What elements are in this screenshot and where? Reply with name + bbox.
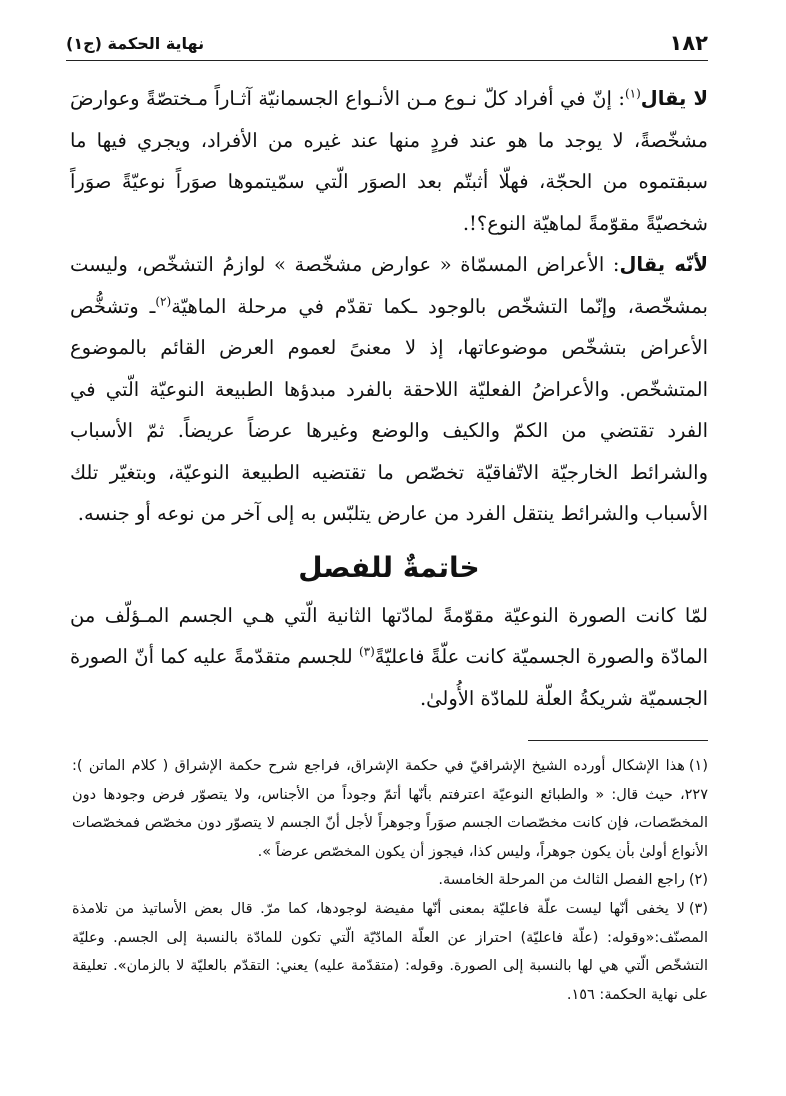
page-number: ١٨٢ [669,31,708,55]
book-title: نهاية الحكمة (ج١) [66,33,205,53]
paragraph-reply [70,244,708,535]
footnote-ref-2: (٢) [155,294,172,308]
header-rule [66,60,708,61]
running-head [66,28,708,58]
footnote-number: (١) [688,758,708,774]
conclusion-text-a: لمّا كانت الصورة النوعيّة مقوّمةً لمادّتها الثانية الّتي هـي الجسم المـؤلّف من المادّة والصورة الجسميّة كانت علّةً فاعليّةً [70,603,708,668]
footnotes [72,752,708,1009]
reply-text-b: ـ وتشخُّص الأعراض بتشخّص موضوعاتها، إذ لا معنىً لعموم العرض القائم بالموضوع المتشخّص. والأعراضُ الفعليّة اللاحقة بالفرد مبدؤها الطبيعة النوعيّة الّتي في الفرد تقتضي من الكمّ والكيف والوضع وغيرها عرضاً عريضاً. ثمّ الأسباب والشرائط الخارجيّة الاتّفاقيّة تخصّص ما تقتضيه الطبيعة النوعيّة، وبتغيّر تلك الأسباب والشرائط ينتقل الفرد من عارض يتلبّس به إلى آخر من نوعه أو جنسه. [70,294,708,525]
main-text [70,78,708,719]
footnote-rule [528,740,708,741]
footnote-text: راجع الفصل الثالث من المرحلة الخامسة. [438,872,685,889]
footnote-number: (٢) [688,872,708,889]
footnote-1 [72,752,708,866]
footnote-text: لا يخفى أنّها ليست علّة فاعليّة بمعنى أنّها مفيضة لوجودها، كما مرّ. قال بعض الأساتيذ من تلامذة المصنّف:«وقوله: (علّة فاعليّة) احتراز عن العلّة المادّيّة الّتي تكون للمادّة بالنسبة إلى الجسم. وعليّة التشخّص الّتي هي لها بالنسبة إلى الصورة. وقوله: (متقدّمة عليه) يعني: التقدّم بالعليّة لا بالزمان». تعليقة على نهاية الحكمة: ١٥٦. [72,900,708,1003]
section-title: خاتمةٌ للفصل [298,550,480,584]
footnote-text: هذا الإشكال أورده الشيخ الإشراقيّ في حكمة الإشراق، فراجع شرح حكمة الإشراق ( كلام الماتن ): ٢٢٧، حيث قال: « والطبائع النوعيّة اعترفتم بأنّها أتمّ وجوداً من الأجناس، ولا يتصوّر فرض وجودها دون المخصّصات، فإن كانت مخصّصات الجسم صوَراً وجوهراً لأجل أنّ الجسم لا يتصوّر دون مخصّص فمخصّصات الأنواع أولىٰ بأن يكون جوهراً، وليس كذا، فيجوز أن يكون المخصّص عرضاً ». [72,758,708,860]
reply-lead: لأنّه يقال [619,253,709,276]
footnote-ref-1: (١) [624,86,641,101]
reply-text-a: : الأعراض المسمّاة « عوارض مشخّصة » لوازمُ التشخّص، وليست بمشخّصة، وإنّما التشخّص بالوجود ـكما تقدّم في مرحلة الماهيّة [70,253,708,318]
objection-text: : إنّ في أفراد كلّ نـوع مـن الأنـواع الجسمانيّة آثـاراً مـختصّةً وعوارضَ مشخّصةً، لا يوجد ما هو عند فردٍ منها عند غيره من الأفراد، ويجري فيها ما سبقتموه من الحجّة، فهلّا أثبتّم بعد الصوَر الّتي سمّيتموها صوَراً نوعيّةً صوَراً شخصيّةً مقوّمةً لماهيّة النوع؟!. [70,87,708,235]
paragraph-objection [70,78,708,244]
conclusion-text-b: للجسم متقدّمةً عليه كما أنّ الصورة الجسميّة شريكةُ العلّة للمادّة الأُولىٰ. [70,645,708,710]
footnote-number: (٣) [688,900,708,917]
footnote-3 [72,895,708,1009]
paragraph-conclusion [70,595,708,720]
objection-lead: لا يقال [640,87,708,110]
footnote-2 [72,866,708,895]
footnote-ref-3: (٣) [358,644,375,659]
